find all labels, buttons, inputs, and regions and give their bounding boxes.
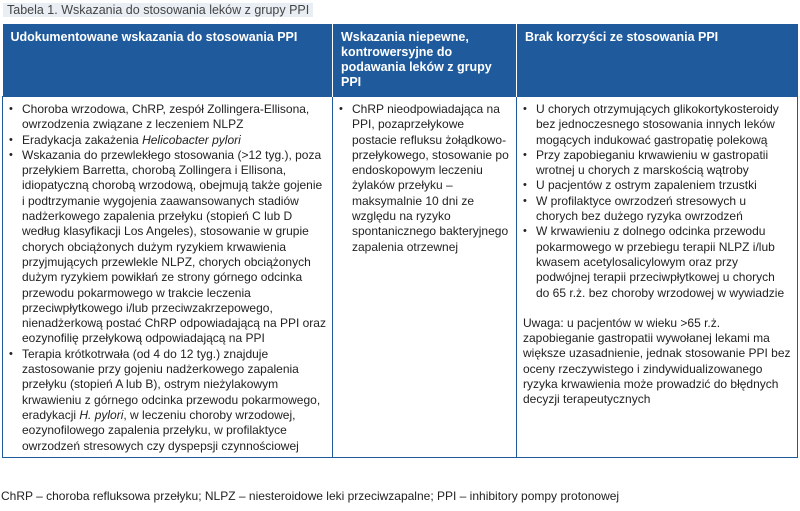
list-item: • W krwawieniu z dolnego odcinka przewodu pokarmowego w przebiegu terapii NLPZ i/lub kwasem acetylosalicylowym oraz przy podwójnej terapii przeciwpłytkowej u chorych do 65 r.ż. bez choroby wrzodowej w wywiadzie — [523, 224, 791, 300]
table-caption: Tabela 1. Wskazania do stosowania leków z grupy PPI — [3, 3, 313, 17]
cell-no-benefit — [517, 97, 798, 458]
table-header-row — [3, 24, 798, 97]
list-item: • U pacjentów z ostrym zapaleniem trzustki — [523, 178, 791, 193]
list-item: • Choroba wrzodowa, ChRP, zespół Zollingera-Ellisona, owrzodzenia związane z leczeniem NLPZ — [9, 102, 326, 133]
list-item: • Przy zapobieganiu krwawieniu w gastropatii wrotnej u chorych z marskością wątroby — [523, 148, 791, 179]
ppi-indications-table — [2, 24, 798, 458]
list-item: • ChRP nieodpowiadająca na PPI, pozaprzełykowe postacie refluksu żołądkowo-przełykowego, stosowanie po endoskopowym leczeniu żylaków przełyku – maksymalnie 10 dni ze względu na ryzyko spontanicznego bakteryjnego zapalenia otrzewnej — [339, 102, 510, 255]
list-item: • Terapia krótkotrwała (od 4 do 12 tyg.) znajduje zastosowanie przy gojeniu nadżerkowego zapalenia przełyku (stopień A lub B), ostrym nieżylakowym krwawieniu z górnego odcinka przewodu pokarmowego, eradykacji H. pylori, w leczeniu choroby wrzodowej, eozynofilowego zapalenia przełyku, w profilaktyce owrzodzeń stresowych czy dyspepsji czynnościowej — [9, 347, 326, 454]
cell-uncertain — [333, 97, 517, 458]
footnote: ChRP – choroba refluksowa przełyku; NLPZ – niesteroidowe leki przeciwzapalne; PPI – inhibitory pompy protonowej — [1, 489, 620, 503]
header-no-benefit: Brak korzyści ze stosowania PPI — [517, 24, 798, 97]
table-row — [3, 97, 798, 458]
header-uncertain: Wskazania niepewne, kontrowersyjne do podawania leków z grupy PPI — [333, 24, 517, 97]
list-item: • W profilaktyce owrzodzeń stresowych u chorych bez dużego ryzyka owrzodzeń — [523, 194, 791, 225]
list-item: • U chorych otrzymujących glikokortykosteroidy bez jednoczesnego stosowania innych leków mogących indukować gastropatię polekową — [523, 102, 791, 148]
list-item: • Eradykacja zakażenia Helicobacter pylori — [9, 133, 326, 148]
cell-documented — [3, 97, 333, 458]
header-documented: Udokumentowane wskazania do stosowania PPI — [3, 24, 333, 97]
list-item: • Wskazania do przewlekłego stosowania (>12 tyg.), poza przełykiem Barretta, chorobą Zollingera i Ellisona, idiopatyczną chorobą wrzodową, obejmują także gojenie i podtrzymanie wygojenia zaawansowanych stadiów nadżerkowego zapalenia przełyku (stopień C lub D według klasyfikacji Los Angeles), stosowanie w grupie chorych obciążonych dużym ryzykiem krwawienia przyjmujących przewlekle NLPZ, chorych obciążonych dużym ryzykiem powikłań ze strony górnego odcinka przewodu pokarmowego w trakcie leczenia przeciwpłytkowego i/lub przeciwzakrzepowego, nienadżerkową postać ChRP odpowiadającą na PPI oraz eozynofilię przełykową odpowiadającą na PPI — [9, 148, 326, 347]
note-text: Uwaga: u pacjentów w wieku >65 r.ż. zapobieganie gastropatii wywołanej lekami ma większe uzasadnienie, jednak stosowanie PPI bez oceny rzeczywistego i zindywidualizowanego ryzyka krwawienia może prowadzić do błędnych decyzji terapeutycznych — [523, 315, 791, 407]
